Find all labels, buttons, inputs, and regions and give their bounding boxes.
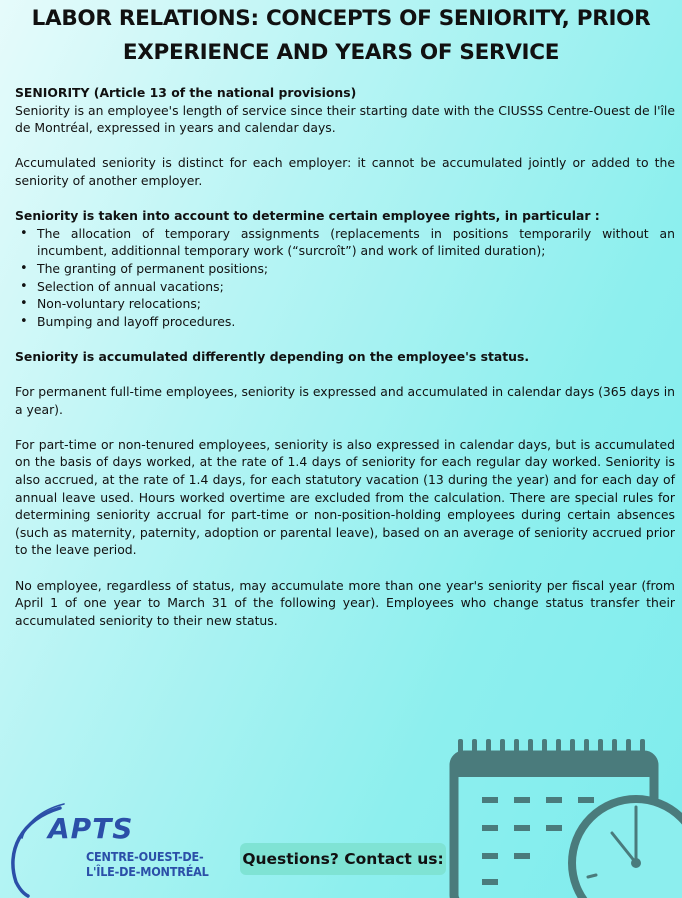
logo-line-1: CENTRE-OUEST-DE-	[86, 849, 204, 864]
limit-paragraph: No employee, regardless of status, may accumulate more than one year's seniority per fiscal year (from April 1 of one year to March 31 of the following year). Employees who change status transfer their accumulated seniority to their new status.	[15, 577, 675, 628]
document-body	[15, 84, 675, 629]
full-time-paragraph: For permanent full-time employees, seniority is expressed and accumulated in calendar days (365 days in a year).	[15, 384, 675, 417]
calendar-icon	[448, 733, 682, 898]
definition-paragraph: Seniority is an employee's length of service since their starting date with the CIUSSS Centre-Ouest de l'île de Montréal, expressed in years and calendar days.	[15, 102, 675, 136]
list-item: • Selection of annual vacations;	[37, 278, 675, 296]
list-item: • The allocation of temporary assignments (replacements in positions temporarily without an incumbent, additionnal temporary work (“surcroît”) and work of limited duration);	[37, 225, 675, 260]
contact-button[interactable]: Questions? Contact us:	[240, 843, 446, 875]
list-item: • Bumping and layoff procedures.	[37, 313, 675, 331]
list-item: • The granting of permanent positions;	[37, 260, 675, 278]
clock-icon	[572, 799, 682, 898]
list-item: • Non-voluntary relocations;	[37, 295, 675, 313]
status-heading: Seniority is accumulated differently depending on the employee's status.	[15, 348, 530, 364]
logo-line-2: L'ÎLE-DE-MONTRÉAL	[86, 864, 209, 879]
section-heading: SENIORITY (Article 13 of the national provisions)	[15, 85, 357, 100]
part-time-paragraph: For part-time or non-tenured employees, seniority is also expressed in calendar days, but is accumulated on the basis of days worked, at the rate of 1.4 days of seniority for each regular day worked. Seniority is also accrued, at the rate of 1.4 days, for each statutory vacation (13 during the year) and for each day of annual leave used. Hours worked overtime are excluded from the calculation. There are special rules for determining seniority accrual for part-time or non-position-holding employees during certain absences (such as maternity, paternity, adoption or parental leave), based on an average of seniority accrued prior to the leave period.	[15, 436, 675, 558]
title-line-2: EXPERIENCE AND YEARS OF SERVICE	[122, 40, 560, 65]
page-title	[0, 2, 682, 70]
rights-list	[15, 225, 675, 331]
accumulated-paragraph: Accumulated seniority is distinct for each employer: it cannot be accumulated jointly or added to the seniority of another employer.	[15, 155, 675, 188]
rights-heading: Seniority is taken into account to determine certain employee rights, in particular :	[15, 208, 600, 224]
logo-name: APTS	[48, 812, 134, 845]
apts-logo	[0, 790, 240, 898]
title-line-1: LABOR RELATIONS: CONCEPTS OF SENIORITY, PRIOR	[31, 6, 651, 31]
